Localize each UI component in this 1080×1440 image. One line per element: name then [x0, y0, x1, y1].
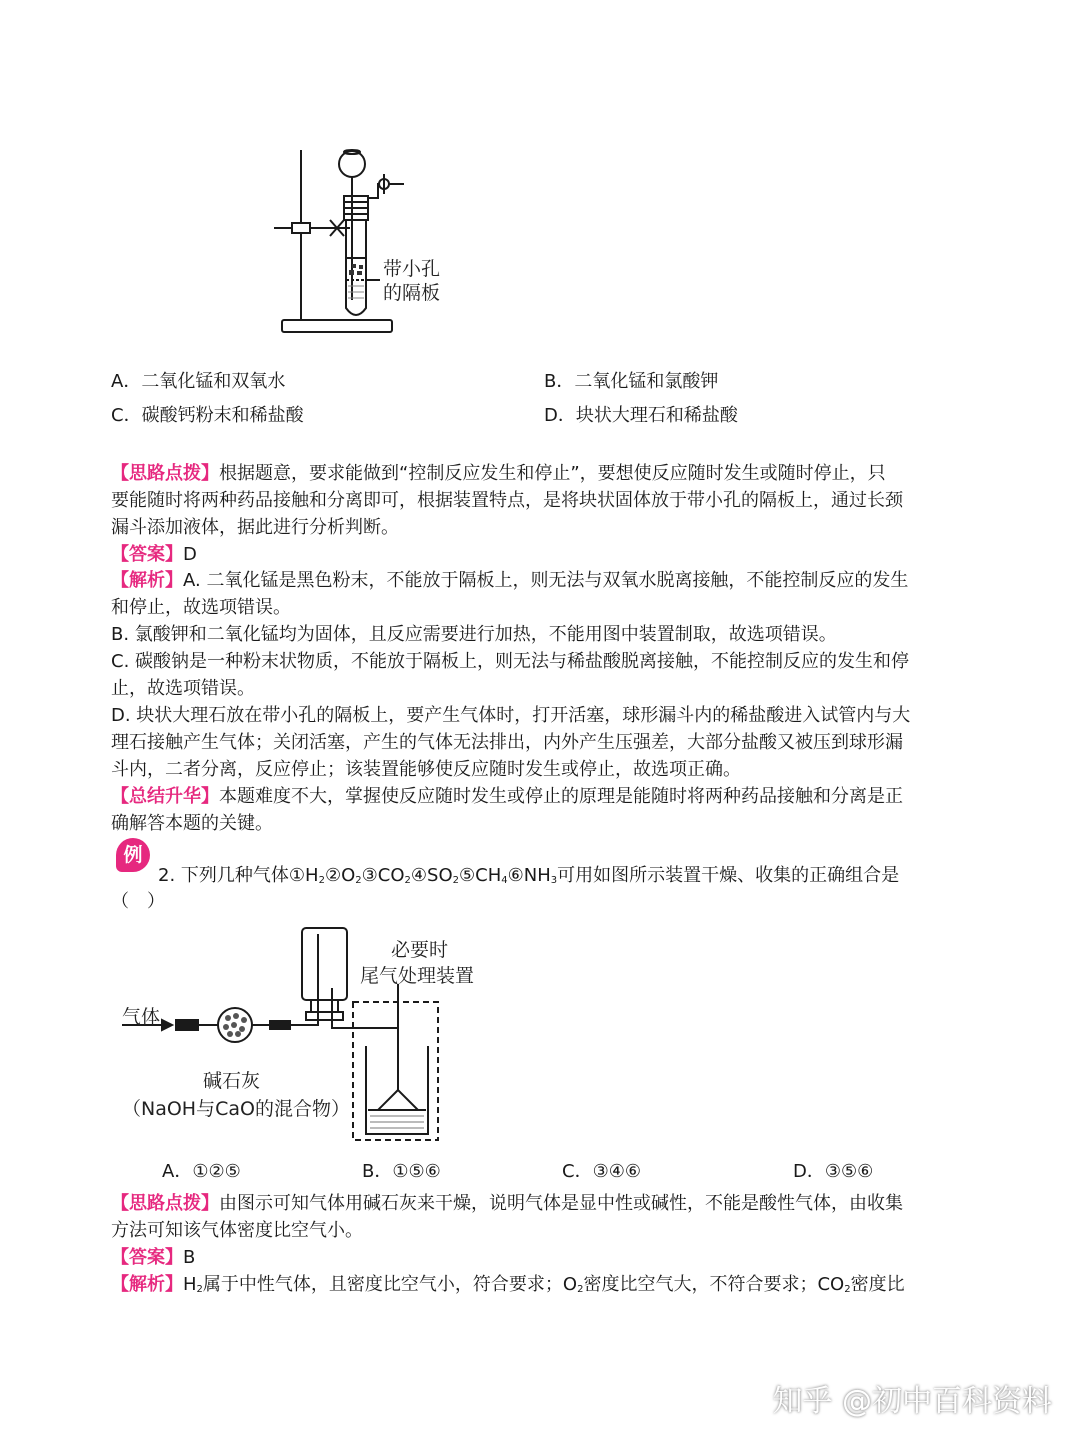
q1-hint-line1 [111, 460, 971, 487]
q2-option-b: B．①⑤⑥ [362, 1161, 441, 1182]
q2-option-d: D．③⑤⑥ [793, 1161, 874, 1182]
summary-text: 本题难度不大，掌握使反应随时发生或停止的原理是能随时将两种药品接触和分离是正 [219, 786, 903, 807]
q1-summary-line2: 确解答本题的关键。 [111, 813, 273, 834]
stem-part: ⑤CH [459, 865, 502, 886]
answer-value: B [183, 1247, 196, 1268]
figure1-label-line2: 的隔板 [383, 282, 441, 304]
analysis-part: 属于中性气体，且密度比空气小，符合要求；O [202, 1274, 578, 1295]
answer-value: D [183, 544, 197, 565]
q1-analysis-a-line1 [111, 567, 971, 594]
q1-analysis-d-line1: D. 块状大理石放在带小孔的隔板上，要产生气体时，打开活塞，球形漏斗内的稀盐酸进入试管内与大 [111, 705, 911, 726]
analysis-sub: 2 [844, 1284, 851, 1295]
q1-option-d: D．块状大理石和稀盐酸 [544, 405, 738, 426]
q1-analysis-a-line2: 和停止，故选项错误。 [111, 597, 291, 618]
q1-analysis-d-line2: 理石接触产生气体；关闭活塞，产生的气体无法排出，内外产生压强差，大部分盐酸又被压到球形漏 [111, 732, 903, 753]
figure2-tail-label-line1: 必要时 [391, 939, 449, 961]
q1-analysis-d-line3: 斗内，二者分离，反应停止；该装置能够使反应随时发生或停止，故选项正确。 [111, 759, 741, 780]
q1-answer [111, 541, 971, 568]
analysis-part: H [183, 1274, 197, 1295]
q2-hint-line2: 方法可知该气体密度比空气小。 [111, 1220, 363, 1241]
q1-summary-line1 [111, 783, 971, 810]
hint-text: 由图示可知气体用碱石灰来干燥，说明气体是显中性或碱性，不能是酸性气体，由收集 [219, 1193, 903, 1214]
answer-tag: 【答案】 [111, 1247, 183, 1268]
stem-part: ②O [324, 865, 356, 886]
stem-part: ④SO [410, 865, 453, 886]
stem-sub: 4 [501, 875, 508, 886]
analysis-sub: 2 [577, 1284, 584, 1295]
hint-text: 根据题意，要求能做到“控制反应发生和停止”，要想使反应随时发生或随时停止，只 [219, 463, 886, 484]
stem-sub: 2 [452, 875, 459, 886]
q2-paren: （ ） [111, 891, 165, 912]
stem-part: ⑥NH [507, 865, 551, 886]
figure2-gas-label: 气体 [122, 1006, 161, 1028]
stem-sub: 2 [318, 875, 325, 886]
q2-hint-line1 [111, 1190, 971, 1217]
q2-option-c: C．③④⑥ [562, 1161, 641, 1182]
q1-analysis-c-line2: 止，故选项错误。 [111, 678, 255, 699]
q1-hint-line2: 要能随时将两种药品接触和分离即可，根据装置特点，是将块状固体放于带小孔的隔板上，通过长颈 [111, 490, 903, 511]
analysis-text: A. 二氧化锰是黑色粉末，不能放于隔板上，则无法与双氧水脱离接触，不能控制反应的发生 [183, 570, 909, 591]
figure2-tail-label-line2: 尾气处理装置 [360, 965, 475, 987]
stem-sub: 3 [550, 875, 558, 886]
figure-apparatus-1 [268, 140, 498, 340]
q1-analysis-b-line1: B. 氯酸钾和二氧化锰均为固体，且反应需要进行加热，不能用图中装置制取，故选项错误。 [111, 624, 837, 645]
q1-option-c: C．碳酸钙粉末和稀盐酸 [111, 405, 304, 426]
q2-analysis-line1 [111, 1271, 971, 1303]
hint-tag: 【思路点拨】 [111, 1193, 219, 1214]
q1-hint-line3: 漏斗添加液体，据此进行分析判断。 [111, 517, 399, 538]
stem-part: 2. 下列几种气体①H [158, 865, 319, 886]
q1-option-a: A．二氧化锰和双氧水 [111, 371, 286, 392]
example-badge: 例 [116, 838, 150, 872]
answer-tag: 【答案】 [111, 544, 183, 565]
analysis-tag: 【解析】 [111, 1274, 183, 1295]
analysis-tag: 【解析】 [111, 570, 183, 591]
watermark: 知乎 @初中百科资料 [772, 1384, 1052, 1419]
q1-option-b: B．二氧化锰和氯酸钾 [544, 371, 719, 392]
analysis-sub: 2 [196, 1284, 203, 1295]
q1-analysis-c-line1: C. 碳酸钠是一种粉末状物质，不能放于隔板上，则无法与稀盐酸脱离接触，不能控制反应的发生和停 [111, 651, 910, 672]
stem-part: 可用如图所示装置干燥、收集的正确组合是 [557, 865, 900, 886]
q2-option-a: A．①②⑤ [162, 1161, 241, 1182]
figure2-soda-lime-label-line2: （NaOH与CaO的混合物） [122, 1098, 350, 1120]
stem-part: ③CO [361, 865, 405, 886]
figure1-label-line1: 带小孔 [383, 258, 441, 280]
stem-sub: 2 [355, 875, 362, 886]
figure2-soda-lime-label-line1: 碱石灰 [203, 1070, 261, 1092]
hint-tag: 【思路点拨】 [111, 463, 219, 484]
q2-answer [111, 1244, 971, 1271]
stem-sub: 2 [404, 875, 411, 886]
analysis-part: 密度比 [850, 1274, 905, 1295]
analysis-part: 密度比空气大，不符合要求；CO [583, 1274, 845, 1295]
summary-tag: 【总结升华】 [111, 786, 219, 807]
